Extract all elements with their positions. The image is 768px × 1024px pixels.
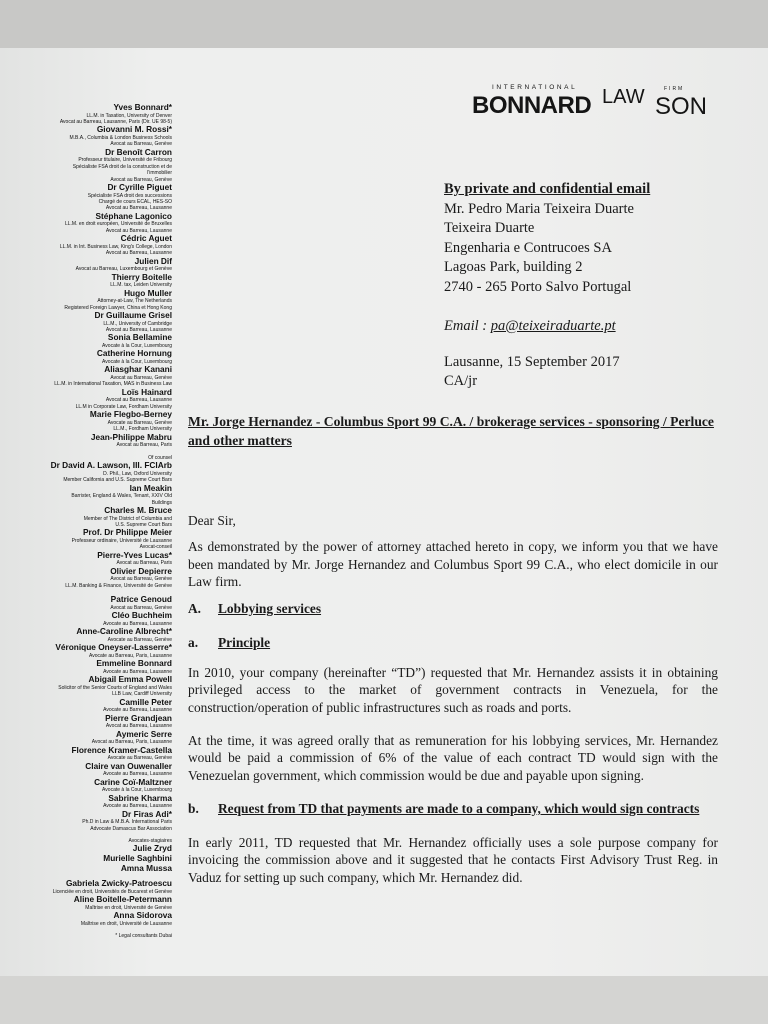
member-entry [0,528,172,550]
member-credential: Avocat au Barreau, Lausanne [105,327,172,334]
member-entry [0,433,172,449]
member-entry [0,484,172,506]
member-entry [0,794,172,810]
member-credential: M.B.A., Columbia & London Business Schools [69,135,172,141]
member-entry [0,349,172,365]
member-entry [0,698,172,714]
member-name: Carine Coï-Maltzner [94,776,172,787]
member-credential: Avocate au Barreau, Lausanne [103,668,172,675]
member-name: Dr David A. Lawson, III. FCIArb [50,460,172,471]
member-credential: Avocate au Barreau, Genève [107,755,172,762]
member-credential: Avocat au Barreau, Lausanne [105,397,172,404]
member-name: Prof. Dr Philippe Meier [83,527,172,538]
member-name: Gabriela Zwicky-Patroescu [65,878,172,889]
member-entry [0,365,172,387]
member-credential: LL.M., University of Cambridge [103,320,172,327]
member-credential: Barrister, England & Wales, Tenant, XXIV Old [71,493,172,500]
paragraph-intro: As demonstrated by the power of attorney attached hereto in copy, we inform you that we have been mandated by Mr. Jorge Hernandez and Columbus Sport 99 C.A., who elect domicile in our Law firm. [188,539,718,589]
member-name: Giovanni M. Rossi* [96,124,172,135]
recipient-line: Teixeira Duarte [444,220,535,237]
heading-request-from-td [188,800,718,818]
heading-text: Request from TD that payments are made to a company, which would sign contracts [218,800,700,816]
member-credential: Avocate à la Cour, Luxembourg [102,343,172,350]
reference: CA/jr [444,373,478,389]
member-credential: Advocate Damascus Bar Association [90,825,172,832]
member-credential: Avocat au Barreau, Genève [110,576,172,583]
member-name: Marie Flegbo-Berney [89,409,172,420]
member-credential: LL.M. en droit européen, Université de Bruxelles [64,221,172,228]
member-name: Loïs Hainard [121,386,172,397]
member-entry [0,611,172,627]
member-name: Patrice Genoud [110,594,172,605]
member-credential: Avocat-conseil [139,544,172,551]
member-credential: Avocat au Barreau, Genève [110,604,172,611]
member-entry [0,762,172,778]
member-credential: Licenciée en droit, Universités de Bucarest et Genève [52,888,172,895]
member-entry [0,311,172,333]
logo-international: INTERNATIONAL [492,84,578,91]
member-name: Emmeline Bonnard [96,658,172,669]
member-entry [0,289,172,311]
member-credential: Avocat au Barreau, Paris, Lausanne [91,739,172,746]
member-entry [0,911,172,927]
member-credential: LL.M. tax, Leiden University [110,282,172,289]
member-name: Dr Guillaume Grisel [94,310,172,321]
member-credential: Avocate au Barreau, Lausanne [103,803,172,810]
recipient-email [444,317,650,337]
member-credential: Registered Foreign Lawyer, China et Hong Kong [64,304,172,311]
member-credential: Avocat au Barreau, Paris [116,560,172,567]
member-entry [0,234,172,256]
member-name: Pierre-Yves Lucas* [97,549,172,560]
letter-body [188,412,718,886]
member-name: Ian Meakin [129,482,172,493]
member-entry [0,879,172,895]
member-credential: LL.M in Corporate Law, Fordham University [75,403,172,410]
member-name: Cédric Aguet [120,233,172,244]
date-block [444,353,620,391]
member-credential: Avocate au Barreau, Lausanne [103,707,172,714]
member-credential: Avocate au Barreau, Paris, Lausanne [88,652,172,659]
recipient-line: Engenharia e Contrucoes SA [444,239,612,256]
member-credential: D. Phil., Law, Oxford University [103,470,172,477]
heading-number: a. [188,635,199,651]
member-entry [0,410,172,432]
trainees-heading: Avocates-stagiaires [128,837,172,844]
member-name: Anna Sidorova [113,910,172,921]
member-credential: LL.M. in Taxation, University of Denver [86,112,172,119]
recipient-line: Mr. Pedro Maria Teixeira Duarte [444,200,634,217]
member-name: Véronique Oneyser-Lasserre* [55,642,172,653]
member-entry [0,659,172,675]
member-credential: Avocat au Barreau, Genève [110,375,172,382]
member-credential: LL.M. in International Taxation, MAS in Business Law [54,381,172,388]
heading-text: Lobbying services [218,601,322,617]
member-entry [0,257,172,273]
member-name: Yves Bonnard* [113,102,172,112]
member-entry [0,103,172,125]
member-credential: Avocate au Barreau, Lausanne [103,620,172,627]
member-credential: LLB Law, Cardiff University [112,691,172,698]
member-credential: LL.M., Fordham University [113,426,172,433]
member-name: Hugo Muller [124,287,172,298]
member-entry [0,148,172,183]
member-credential: l'immobilier [147,170,172,177]
heading-number: A. [188,601,202,617]
member-entry [0,567,172,589]
of-counsel-heading: Of counsel [148,454,172,461]
recipient-line: Lagoas Park, building 2 [444,259,583,276]
member-credential: Buildings [151,499,172,506]
member-entry [0,388,172,410]
member-credential: LL.M. Banking & Finance, Université de Genève [65,582,172,589]
member-entry [0,125,172,147]
member-entry [0,746,172,762]
member-credential: Ph.D in Law & M.B.A. International Paris [82,819,172,826]
member-name: Olivier Depierre [110,565,172,576]
member-entry [0,778,172,794]
member-name: Aliasghar Kanani [104,364,172,375]
member-credential: Member California and U.S. Supreme Court Bars [63,477,172,484]
heading-number: b. [188,800,199,816]
member-entry [0,730,172,746]
trainee-name: Amna Mussa [120,862,172,873]
member-entry [0,895,172,911]
delivery-method: By private and confidential email [444,181,651,197]
member-name: Aline Boitelle-Petermann [73,894,172,905]
recipient-line: 2740 - 265 Porto Salvo Portugal [444,278,632,295]
firm-members-list [0,103,172,940]
member-entry [0,675,172,697]
member-entry [0,273,172,289]
member-credential: Avocat au Barreau, Lausanne [105,205,172,212]
email-link[interactable]: pa@teixeiraduarte.pt [490,317,616,334]
member-name: Dr Benoît Carron [105,146,172,157]
member-name: Julien Dif [134,255,172,266]
date-line: Lausanne, 15 September 2017 [444,354,620,370]
member-credential: Spécialiste FSA droit des successions [87,192,172,199]
member-credential: Avocat au Barreau, Genève [110,141,172,148]
member-name: Camille Peter [119,696,172,707]
member-credential: Avocate au Barreau, Lausanne [103,771,172,778]
member-credential: Maîtrise en droit, Université de Lausanne [80,920,172,927]
member-name: Florence Kramer-Castella [71,744,172,755]
member-credential: Chargé de cours ECAL, HES-SO [98,199,172,206]
member-credential: Avocate à la Cour, Luxembourg [102,787,172,794]
member-name: Jean-Philippe Mabru [90,431,172,442]
member-entry [0,461,172,483]
member-name: Abigail Emma Powell [88,674,172,685]
member-name: Cléo Buchheim [111,610,172,621]
member-credential: Avocate au Barreau, Genève [107,419,172,426]
member-entry [0,506,172,528]
member-credential: Solicitor of the Senior Courts of England and Wales [58,684,172,691]
member-credential: Avocat au Barreau, Luxembourg et Genève [75,266,172,273]
logo-son: SON [655,93,708,120]
member-credential: Spécialiste FSA droit de la construction et de [72,163,172,170]
member-credential: Professeur ordinaire, Université de Lausanne [71,537,172,544]
member-credential: Member of The District of Columbia and [83,515,172,522]
member-name: Sonia Bellamine [107,332,172,343]
member-entry [0,714,172,730]
member-name: Stéphane Lagonico [95,210,172,221]
member-entry [0,810,172,832]
subject-line: Mr. Jorge Hernandez - Columbus Sport 99 C.A. / brokerage services - sponsoring / Perluce and other matters [188,414,714,448]
member-credential: Avocat au Barreau, Genève [110,176,172,183]
member-entry [0,643,172,659]
member-name: Anne-Caroline Albrecht* [76,626,172,637]
trainee-name: Murielle Saghbini [103,852,172,863]
member-entry [0,212,172,234]
member-credential: Avocate au Barreau, Genève [107,636,172,643]
background-surface [0,976,768,1024]
member-name: Sabrine Kharma [108,792,172,803]
member-credential: Maîtrise en droit, Université de Genève [85,904,172,911]
member-credential: Avocat au Barreau, Lausanne [105,723,172,730]
footnote: * Legal consultants Dubai [115,933,172,940]
member-name: Dr Cyrille Piguet [107,182,172,193]
paragraph-request-1: In early 2011, TD requested that Mr. Hernandez officially uses a sole purpose company for invoicing the commission above and it suggested that he contacts First Advisory Trust Reg. in Vaduz for setting up such company, which Mr. Hernandez did. [188,834,718,885]
member-entry [0,595,172,611]
logo-firm: FIRM [664,86,685,92]
member-name: Thierry Boitelle [111,271,172,282]
member-credential: Avocate à la Cour, Luxembourg [102,359,172,366]
member-name: Pierre Grandjean [105,712,172,723]
member-credential: LL.M. in Int. Business Law, King's College, London [59,243,172,250]
salutation: Dear Sir, [188,513,236,528]
heading-principle [188,634,718,652]
logo-law: LAW [602,86,645,108]
heading-text: Principle [218,635,271,651]
paragraph-principle-1: In 2010, your company (hereinafter “TD”) requested that Mr. Hernandez assists it in obtaining privileged access to the market of government contracts in Venezuela, for the construction/operation of public infrastructures such as roads and ports. [188,665,718,715]
recipient-address [444,180,650,336]
heading-lobbying-services [188,600,718,618]
paragraph-principle-2: At the time, it was agreed orally that as remuneration for his lobbying services, Mr. Hernandez would be paid a commission of 6% of the value of each contract TD would sign with the Venezuelan government, which commission would be due and payable upon signing. [188,733,718,783]
email-label: Email : [444,317,491,334]
member-name: Aymeric Serre [116,728,172,739]
member-entry [0,627,172,643]
member-credential: Avocat au Barreau, Paris [116,442,172,449]
member-entry [0,183,172,212]
trainee-name: Julie Zryd [132,843,172,854]
logo-bonnard: BONNARD [472,92,592,119]
member-credential: Attorney-at-Law, The Netherlands [97,298,172,305]
member-credential: Avocat au Barreau, Lausanne [105,250,172,257]
member-credential: Professeur titulaire, Université de Fribourg [78,157,172,164]
member-credential: Avocat au Barreau, Lausanne [105,227,172,234]
member-name: Dr Firas Adi* [122,808,172,819]
member-credential: Avocat au Barreau, Lausanne, Paris (Dir. UE 98-5) [59,119,172,125]
member-name: Charles M. Bruce [104,504,172,515]
member-name: Catherine Hornung [96,348,172,359]
member-entry [0,551,172,567]
member-entry [0,333,172,349]
member-name: Claire van Ouwenaller [85,760,172,771]
member-credential: U.S. Supreme Court Bars [115,521,172,528]
